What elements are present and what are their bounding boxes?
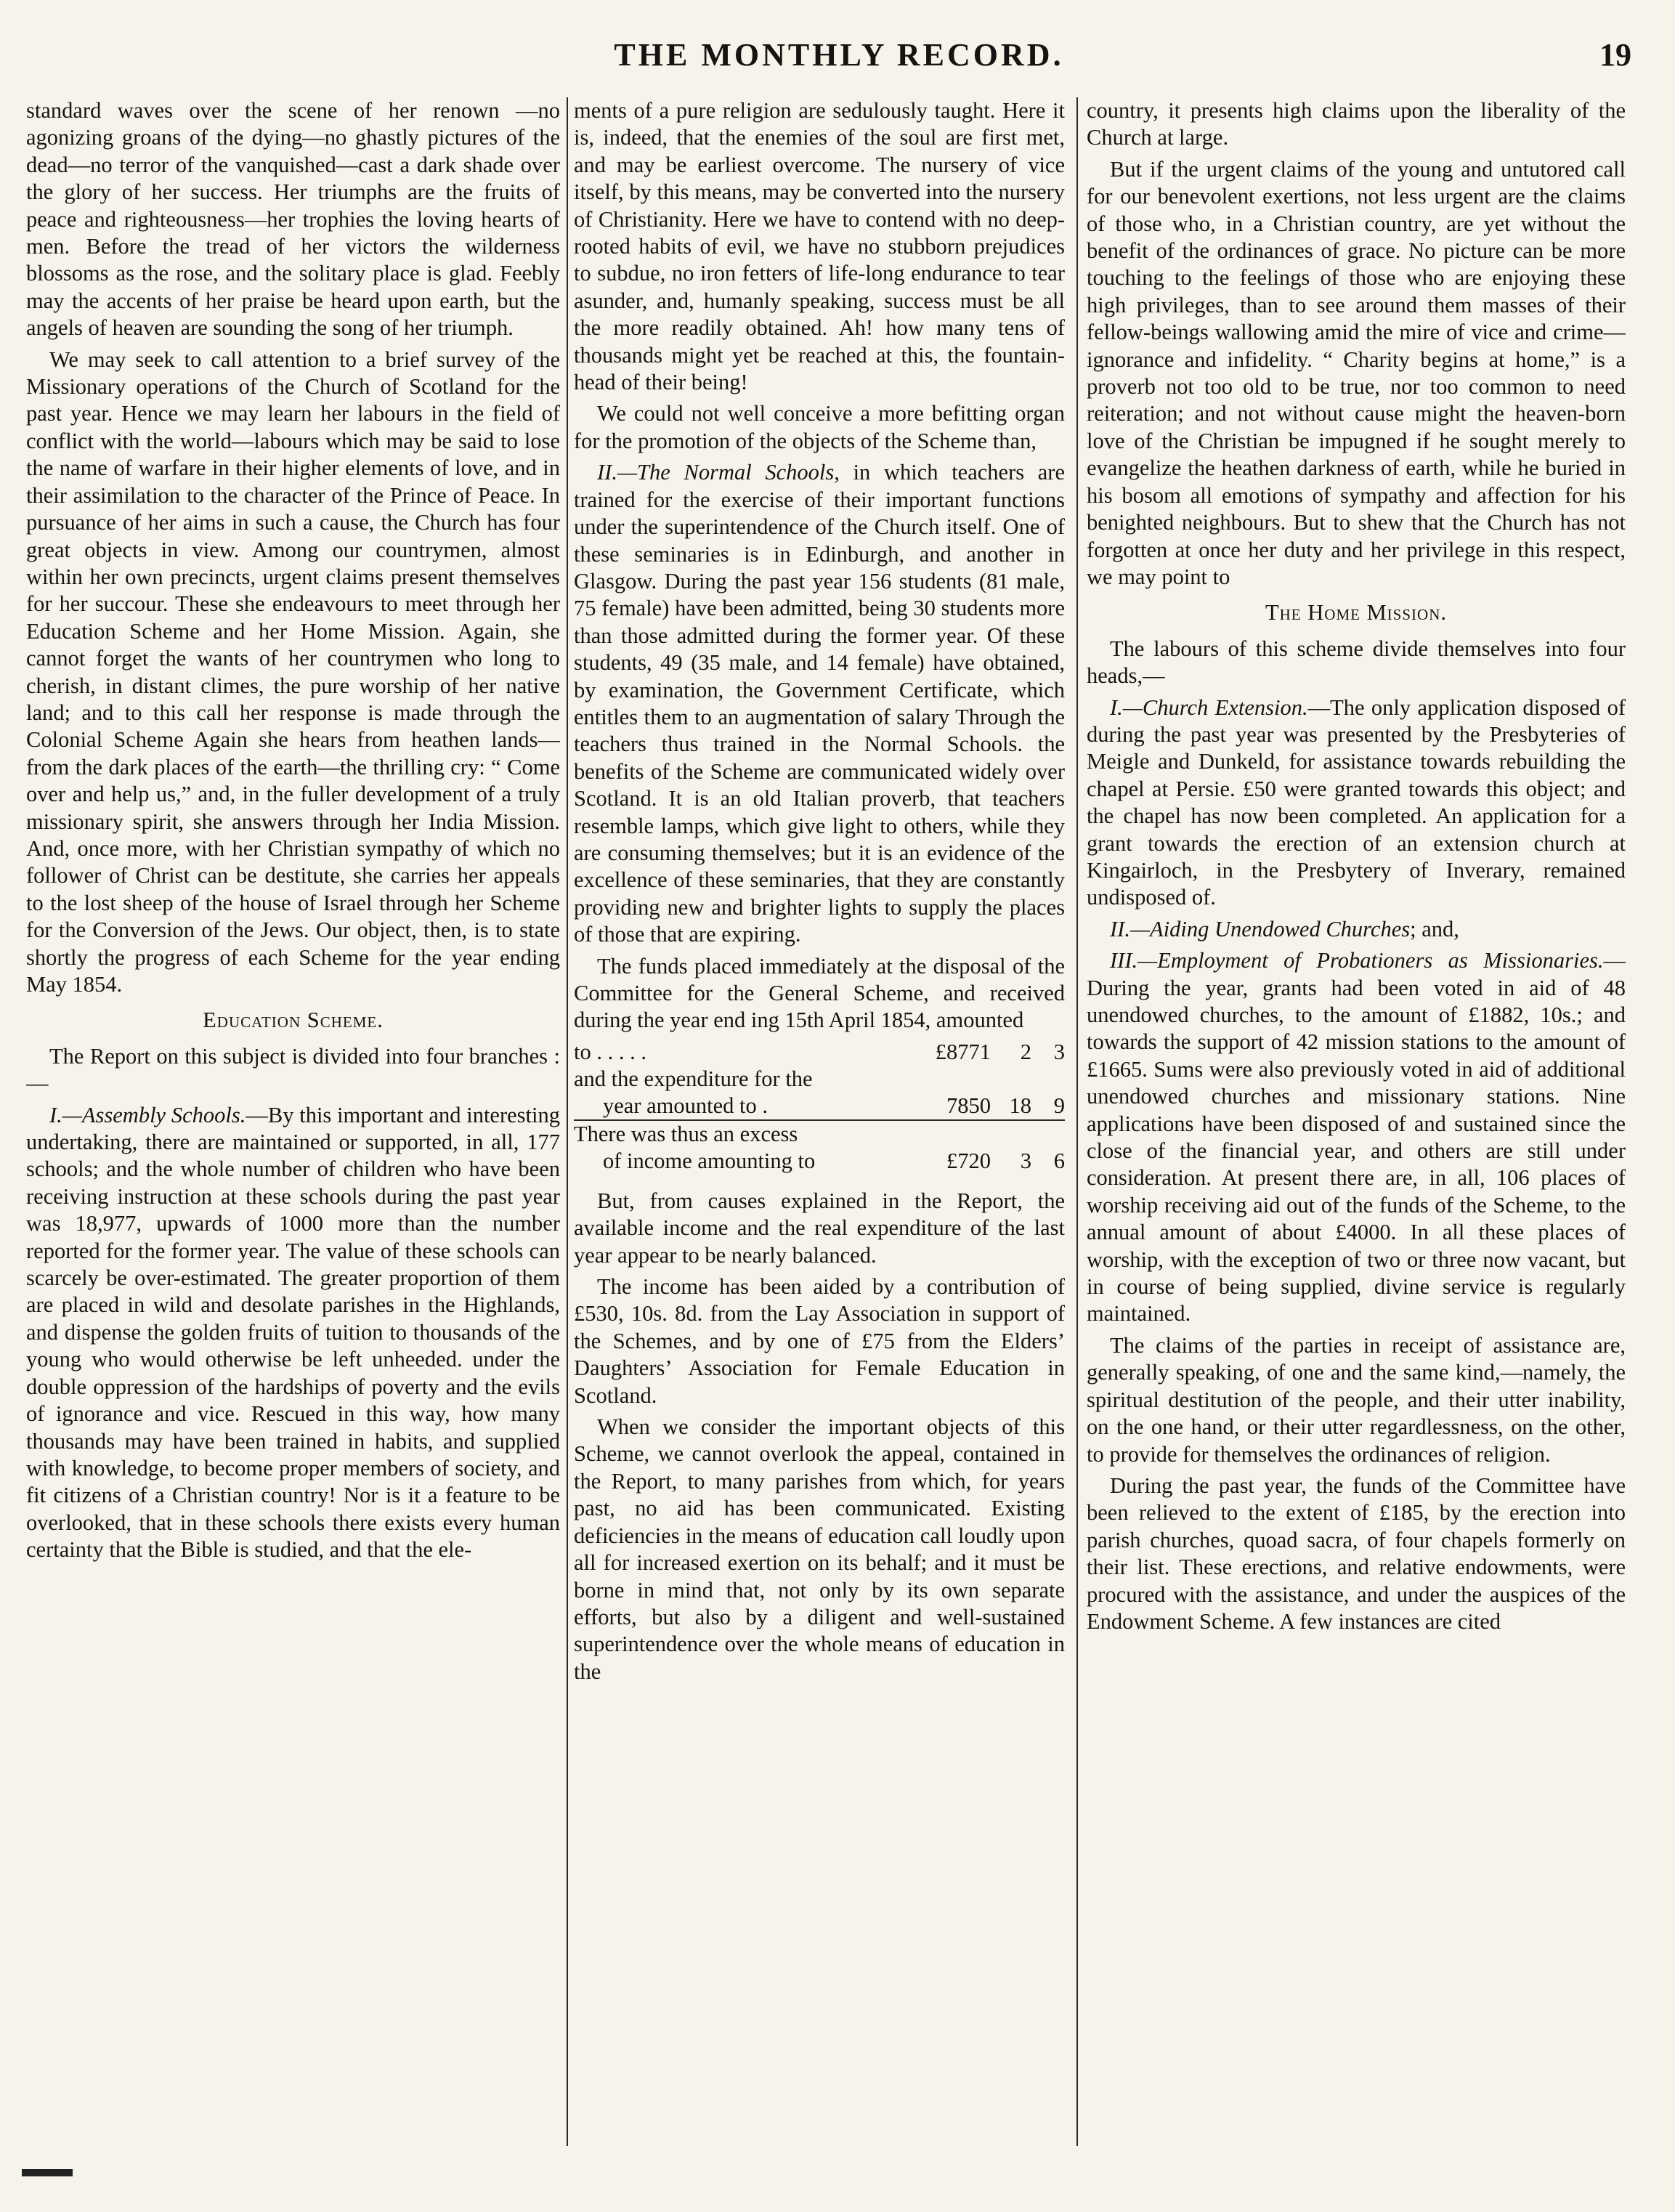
column-3 bbox=[1087, 97, 1626, 2146]
printer-mark bbox=[22, 2169, 73, 2176]
table-row bbox=[574, 1093, 1065, 1120]
paragraph-text: —The only application disposed of during the past year was presented by the Presbyteries of Meigle and Dunkeld, for assistance towards rebuilding the chapel at Persie. £50 were granted towards this object; and the chapel has now been completed. An application for a grant towards the erection of an extension church at Kingairloch, in the Presbytery of Inverary, remained undisposed of. bbox=[1087, 694, 1626, 910]
table-row bbox=[574, 1066, 1065, 1093]
paragraph: But if the urgent claims of the young and untutored call for our benevolent exertions, not less urgent are the claims of those who, in a Christian country, are yet without the benefit of the ordinances of grace. No picture can be more touching to the feelings of those who are enjoying these high privileges, than to see around them masses of their fellow-beings wallowing amid the mire of vice and crime—ignorance and infidelity. “ Charity begins at home,” is a proverb not too old to be true, nor too common to need reiteration; and not without cause might the heaven-born love of the Christian be impugned if he sought merely to evangelize the heathen darkness of earth, while he buried in his bosom all emotions of sympathy and affection for his benighted neighbours. But to shew that the Church has not forgotten at once her duty and her privilege in this respect, we may point to bbox=[1087, 156, 1626, 589]
paragraph bbox=[26, 1102, 560, 1564]
accounts-table bbox=[574, 1039, 1065, 1175]
section-heading: Education Scheme. bbox=[203, 1008, 384, 1033]
newspaper-page bbox=[22, 16, 1656, 2181]
table-cell: 18 bbox=[1009, 1093, 1031, 1118]
paragraph: country, it presents high claims upon the liberality of the Church at large. bbox=[1087, 98, 1626, 150]
table-cell: 3 bbox=[1020, 1148, 1031, 1173]
table-row bbox=[574, 1039, 1065, 1066]
paragraph: standard waves over the scene of her renown —no agonizing groans of the dying—no ghastly pictures of the dead—no terror of the vanquished—cast a dark shade over the glory of her success. Her triumphs are the fruits of peace and righteousness—her trophies the loving hearts of men. Before the tread of her victors the wilderness blossoms as the rose, and the solitary place is glad. Feebly may the accents of her praise be heard upon earth, but the angels of heaven are sounding the song of her triumph. bbox=[26, 98, 560, 341]
subsection-label: II.—Aiding Unendowed Churches bbox=[1110, 916, 1411, 941]
table-cell: and the expenditure for the bbox=[574, 1066, 813, 1091]
table-cell: 6 bbox=[1053, 1148, 1065, 1173]
paragraph: The labours of this scheme divide themselves into four heads,— bbox=[1087, 636, 1626, 689]
table-cell: £720 bbox=[946, 1148, 991, 1173]
paragraph bbox=[1087, 694, 1626, 912]
subsection-label: I.—Church Extension. bbox=[1110, 694, 1308, 720]
table-cell: 3 bbox=[1053, 1039, 1065, 1064]
table-row bbox=[574, 1120, 1065, 1148]
paragraph: But, from causes explained in the Report, the available income and the real expenditure of the last year appear to be nearly balanced. bbox=[574, 1188, 1065, 1268]
paragraph bbox=[1087, 947, 1626, 1328]
paragraph: The claims of the parties in receipt of assistance are, generally speaking, of one and the same kind,—namely, the spiritual destitution of the people, and their utter inability, on the one hand, or their utter regardlessness, on the other, to provide for themselves the ordinances of religion. bbox=[1087, 1332, 1626, 1467]
paragraph: The funds placed immediately at the disposal of the Committee for the General Scheme, and received during the year end ing 15th April 1854, amounted bbox=[574, 953, 1065, 1033]
paragraph: During the past year, the funds of the Committee have been relieved to the extent of £185, by the erection into parish churches, quoad sacra, of four chapels formerly on their list. These erections, and relative endowments, were procured with the assistance, and under the auspices of the Endowment Scheme. A few instances are cited bbox=[1087, 1472, 1626, 1634]
paragraph bbox=[1087, 916, 1626, 943]
paragraph: The Report on this subject is divided into four branches :— bbox=[26, 1043, 560, 1096]
column-2 bbox=[574, 97, 1065, 2146]
column-rule bbox=[567, 97, 568, 2146]
running-title: THE MONTHLY RECORD. bbox=[614, 37, 1064, 73]
paragraph: We may seek to call attention to a brief survey of the Missionary operations of the Church of Scotland for the past year. Hence we may learn her labours in the field of conflict with the world—labours which may be said to lose the name of warfare in their higher elements of love, and in their assimilation to the character of the Prince of Peace. In pursuance of her aims in such a cause, the Church has four great objects in view. Among our countrymen, almost within her own precincts, urgent claims present themselves for her succour. These she endeavours to meet through her Education Scheme and her Home Mission. Again, she cannot forget the wants of her countrymen who long to cherish, in distant climes, the pure worship of her native land; and to this call her response is made through the Colonial Scheme Again she hears from heathen lands—from the dark places of the earth—the thrilling cry: “ Come over and help us,” and, in the fuller development of a truly missionary spirit, she answers through her India Mission. And, once more, with her Christian sympathy of which no follower of Christ can be destitute, she carries her appeals to the lost sheep of the house of Israel through her Scheme for the Conversion of the Jews. Our object, then, is to state shortly the progress of each Scheme for the year ending May 1854. bbox=[26, 347, 560, 997]
column-1 bbox=[26, 97, 560, 2146]
paragraph-text: —By this important and interesting undertaking, there are maintained or supported, in all, 177 schools; and the whole number of children who have been receiving instruction at these schools during the past year was 18,977, upwards of 1000 more than the number reported for the former year. The value of these schools can scarcely be over-estimated. The greater proportion of them are placed in wild and desolate parishes in the Highlands, and dispense the golden fruits of tuition to thousands of the young who would otherwise be left unheeded. under the double oppression of the hardships of poverty and the evils of ignorance and vice. Rescued in this way, how many thousands may have been trained in habits, and supplied with knowledge, to become proper members of society, and fit citizens of a Christian country! Nor is it a feature to be overlooked, that in these schools there exists every human certainty that the Bible is studied, and that the ele- bbox=[26, 1102, 560, 1563]
paragraph-text: in which teachers are trained for the exercise of their important functions under the superintendence of the Church itself. One of these seminaries is in Edinburgh, and another in Glasgow. During the past year 156 students (81 male, 75 female) have been admitted, being 30 students more than those admitted during the former year. Of these students, 49 (35 male, and 14 female) have obtained, by examination, the Government Certificate, which entitles them to an augmentation of salary Through the teachers thus trained in the Normal Schools. the benefits of the Scheme are communicated widely over Scotland. It is an old Italian proverb, that teachers resemble lamps, which give light to others, while they are consuming themselves; but it is an evidence of the excellence of these seminaries, that they are constantly providing new and brighter lights to supply the places of those that are expiring. bbox=[574, 460, 1065, 947]
running-head bbox=[22, 36, 1656, 87]
table-cell: £8771 bbox=[935, 1039, 991, 1064]
table-cell: 7850 bbox=[946, 1093, 991, 1118]
paragraph-text: ; and, bbox=[1410, 916, 1459, 941]
subsection-label: I.—Assembly Schools. bbox=[49, 1102, 246, 1127]
table-cell: 2 bbox=[1020, 1039, 1031, 1064]
table-row bbox=[574, 1148, 1065, 1175]
paragraph: We could not well conceive a more befitting organ for the promotion of the objects of the Scheme than, bbox=[574, 401, 1065, 453]
table-cell: year amounted to . bbox=[603, 1093, 768, 1118]
column-rule bbox=[1076, 97, 1078, 2146]
paragraph: ments of a pure religion are sedulously taught. Here it is, indeed, that the enemies of the soul are first met, and may be earliest overcome. The nursery of vice itself, by this means, may be converted into the nursery of Christianity. Here we have to contend with no deep-rooted habits of evil, we have no stubborn prejudices to subdue, no iron fetters of life-long endurance to tear asunder, and, humanly speaking, success must be all the more readily obtained. Ah! how many tens of thousands might yet be reached at this, the fountain-head of their being! bbox=[574, 98, 1065, 395]
table-cell: of income amounting to bbox=[603, 1148, 816, 1173]
text-columns bbox=[22, 97, 1656, 2146]
subsection-label: III.—Employment of Probationers as Missionaries. bbox=[1110, 948, 1604, 973]
paragraph bbox=[574, 459, 1065, 948]
paragraph: When we consider the important objects of this Scheme, we cannot overlook the appeal, contained in the Report, to many parishes from which, for years past, no aid has been communicated. Existing deficiencies in the means of education call loudly upon all for increased exertion on its behalf; and it must be borne in mind that, not only by its own separate efforts, but also by a diligent and well-sustained superintendence over the whole means of education in the bbox=[574, 1414, 1065, 1684]
paragraph-text: —During the year, grants had been voted in aid of 48 unendowed churches, to the amount of £1882, 10s.; and towards the support of 42 mission stations to the amount of £1665. Sums were also previously voted in aid of additional unendowed churches and missionary stations. Nine applications have been disposed of and sustained since the close of the financial year, and others are still under consideration. At present there are, in all, 106 places of worship receiving aid out of the funds of the Scheme, to the annual amount of about £4000. In all these places of worship, with the exception of two or three now vacant, but in course of being supplied, divine service is regularly maintained. bbox=[1087, 948, 1626, 1326]
paragraph: The income has been aided by a contribution of £530, 10s. 8d. from the Lay Association in support of the Schemes, and by one of £75 from the Elders’ Daughters’ Association for Female Education in Scotland. bbox=[574, 1274, 1065, 1408]
table-cell: There was thus an excess bbox=[574, 1120, 911, 1148]
table-cell: to . . . . . bbox=[574, 1039, 646, 1064]
section-heading: The Home Mission. bbox=[1265, 600, 1447, 625]
page-number: 19 bbox=[1599, 37, 1631, 73]
table-cell: 9 bbox=[1053, 1093, 1065, 1118]
subsection-label: II.—The Normal Schools, bbox=[597, 460, 840, 485]
